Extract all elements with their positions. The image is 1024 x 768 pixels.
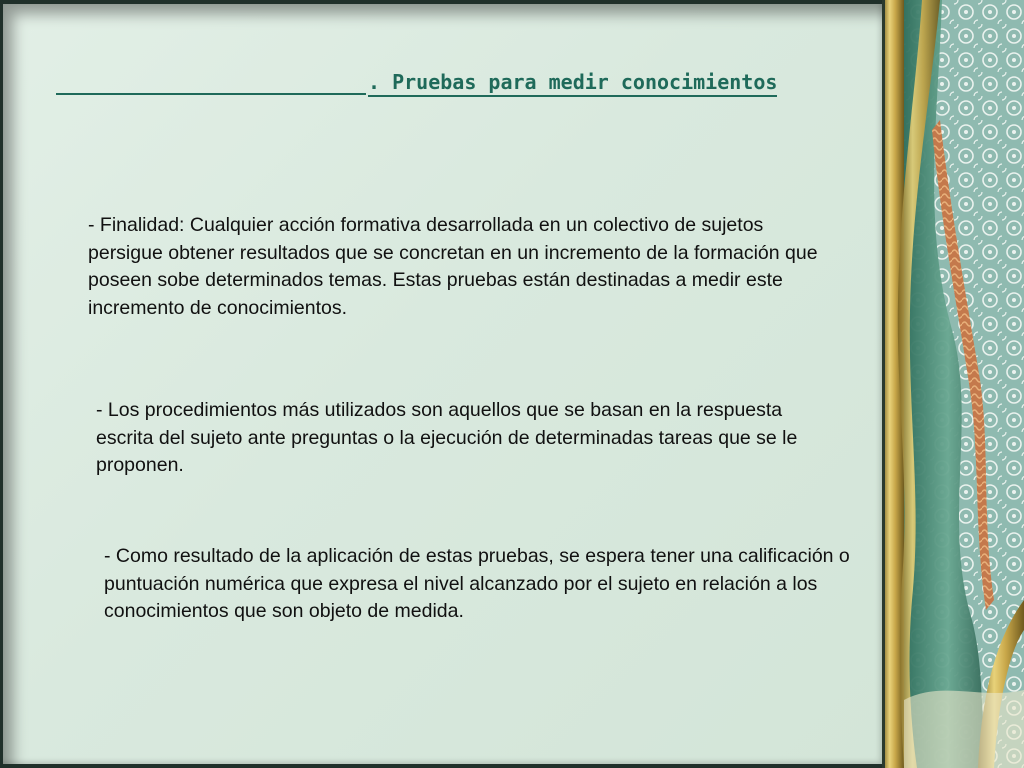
- title-prefix: .: [368, 70, 381, 94]
- decorative-ribbon-panel: [882, 0, 1024, 768]
- slide-title: [56, 70, 777, 95]
- paragraph-resultado: - Como resultado de la aplicación de estas pruebas, se espera tener una calificación o puntuación numérica que expresa el nivel alcanzado por el sujeto en relación a los conocimientos que son objeto de medida.: [104, 545, 850, 622]
- title-label: Pruebas para medir conocimientos: [392, 70, 778, 94]
- title-blank-underline: [56, 71, 366, 95]
- paragraph-finalidad: - Finalidad: Cualquier acción formativa desarrollada en un colectivo de sujetos persigue obtener resultados que se concretan en un incremento de la formación que poseen sobe determinados temas. Estas pruebas están destinadas a medir este incremento de conocimientos.: [88, 214, 818, 319]
- paragraph-procedimientos: - Los procedimientos más utilizados son aquellos que se basan en la respuesta escrita del sujeto ante preguntas o la ejecución de determinadas tareas que se le proponen.: [96, 399, 798, 476]
- title-text: [368, 70, 777, 97]
